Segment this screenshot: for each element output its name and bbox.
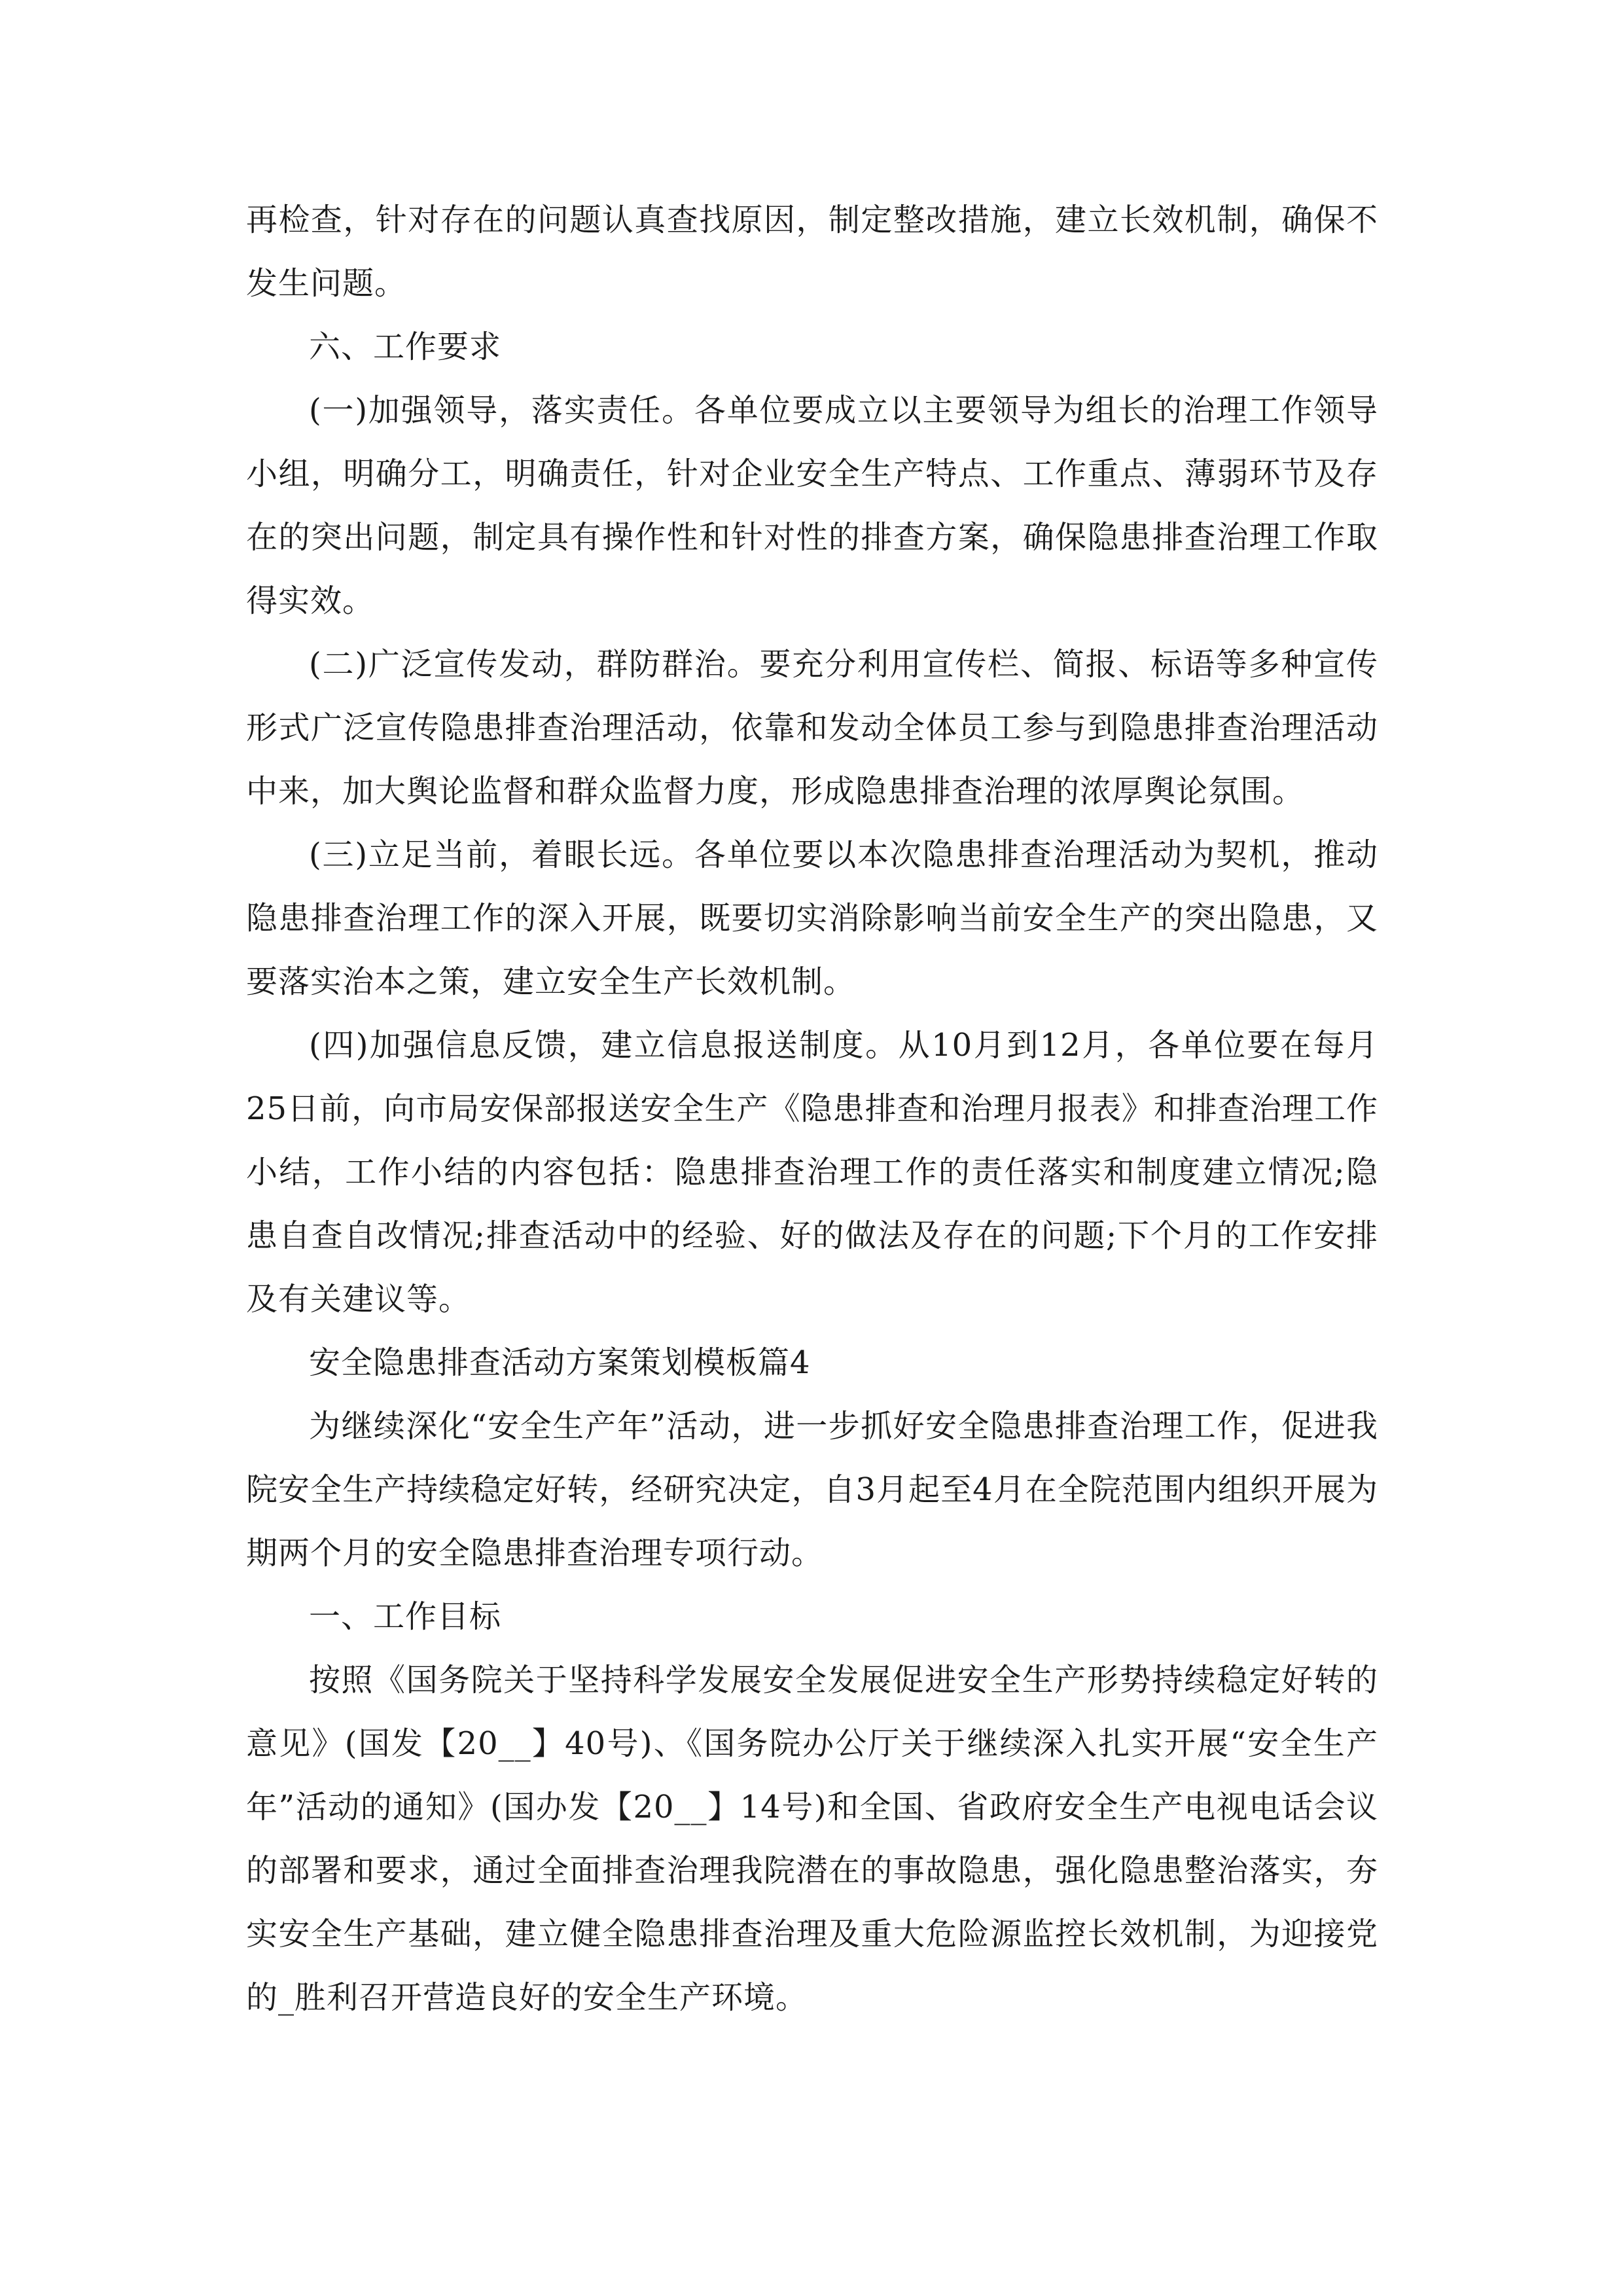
paragraph-intro: 为继续深化“安全生产年”活动，进一步抓好安全隐患排查治理工作，促进我院安全生产持续稳定好转，经研究决定，自3月起至4月在全院范围内组织开展为期两个月的安全隐患排查治理专项行动。 bbox=[246, 1408, 1378, 1571]
template-title-part-4: 安全隐患排查活动方案策划模板篇4 bbox=[309, 1344, 811, 1381]
document-body bbox=[246, 188, 1378, 2030]
paragraph-requirement-2: (二)广泛宣传发动，群防群治。要充分利用宣传栏、简报、标语等多种宣传形式广泛宣传隐患排查治理活动，依靠和发动全体员工参与到隐患排查治理活动中来，加大舆论监督和群众监督力度，形成隐患排查治理的浓厚舆论氛围。 bbox=[246, 646, 1378, 810]
paragraph-requirement-1: (一)加强领导，落实责任。各单位要成立以主要领导为组长的治理工作领导小组，明确分工，明确责任，针对企业安全生产特点、工作重点、薄弱环节及存在的突出问题，制定具有操作性和针对性的排查方案，确保隐患排查治理工作取得实效。 bbox=[246, 392, 1378, 619]
paragraph-requirement-3: (三)立足当前，着眼长远。各单位要以本次隐患排查治理活动为契机，推动隐患排查治理工作的深入开展，既要切实消除影响当前安全生产的突出隐患，又要落实治本之策，建立安全生产长效机制。 bbox=[246, 836, 1378, 1000]
paragraph-goals: 按照《国务院关于坚持科学发展安全发展促进安全生产形势持续稳定好转的意见》(国发【20__】40号)、《国务院办公厅关于继续深入扎实开展“安全生产年”活动的通知》(国办发【20__】14号)和全国、省政府安全生产电视电话会议的部署和要求，通过全面排查治理我院潜在的事故隐患，强化隐患整治落实，夯实安全生产基础，建立健全隐患排查治理及重大危险源监控长效机制，为迎接党的_胜利召开营造良好的安全生产环境。 bbox=[246, 1662, 1378, 2016]
section-heading-work-requirements: 六、工作要求 bbox=[309, 329, 502, 365]
paragraph-continuation: 再检查，针对存在的问题认真查找原因，制定整改措施，建立长效机制，确保不发生问题。 bbox=[246, 202, 1378, 302]
section-heading-work-goals: 一、工作目标 bbox=[309, 1598, 502, 1635]
paragraph-requirement-4: (四)加强信息反馈，建立信息报送制度。从10月到12月，各单位要在每月25日前，向市局安保部报送安全生产《隐患排查和治理月报表》和排查治理工作小结，工作小结的内容包括：隐患排查治理工作的责任落实和制度建立情况;隐患自查自改情况;排查活动中的经验、好的做法及存在的问题;下个月的工作安排及有关建议等。 bbox=[246, 1027, 1378, 1318]
